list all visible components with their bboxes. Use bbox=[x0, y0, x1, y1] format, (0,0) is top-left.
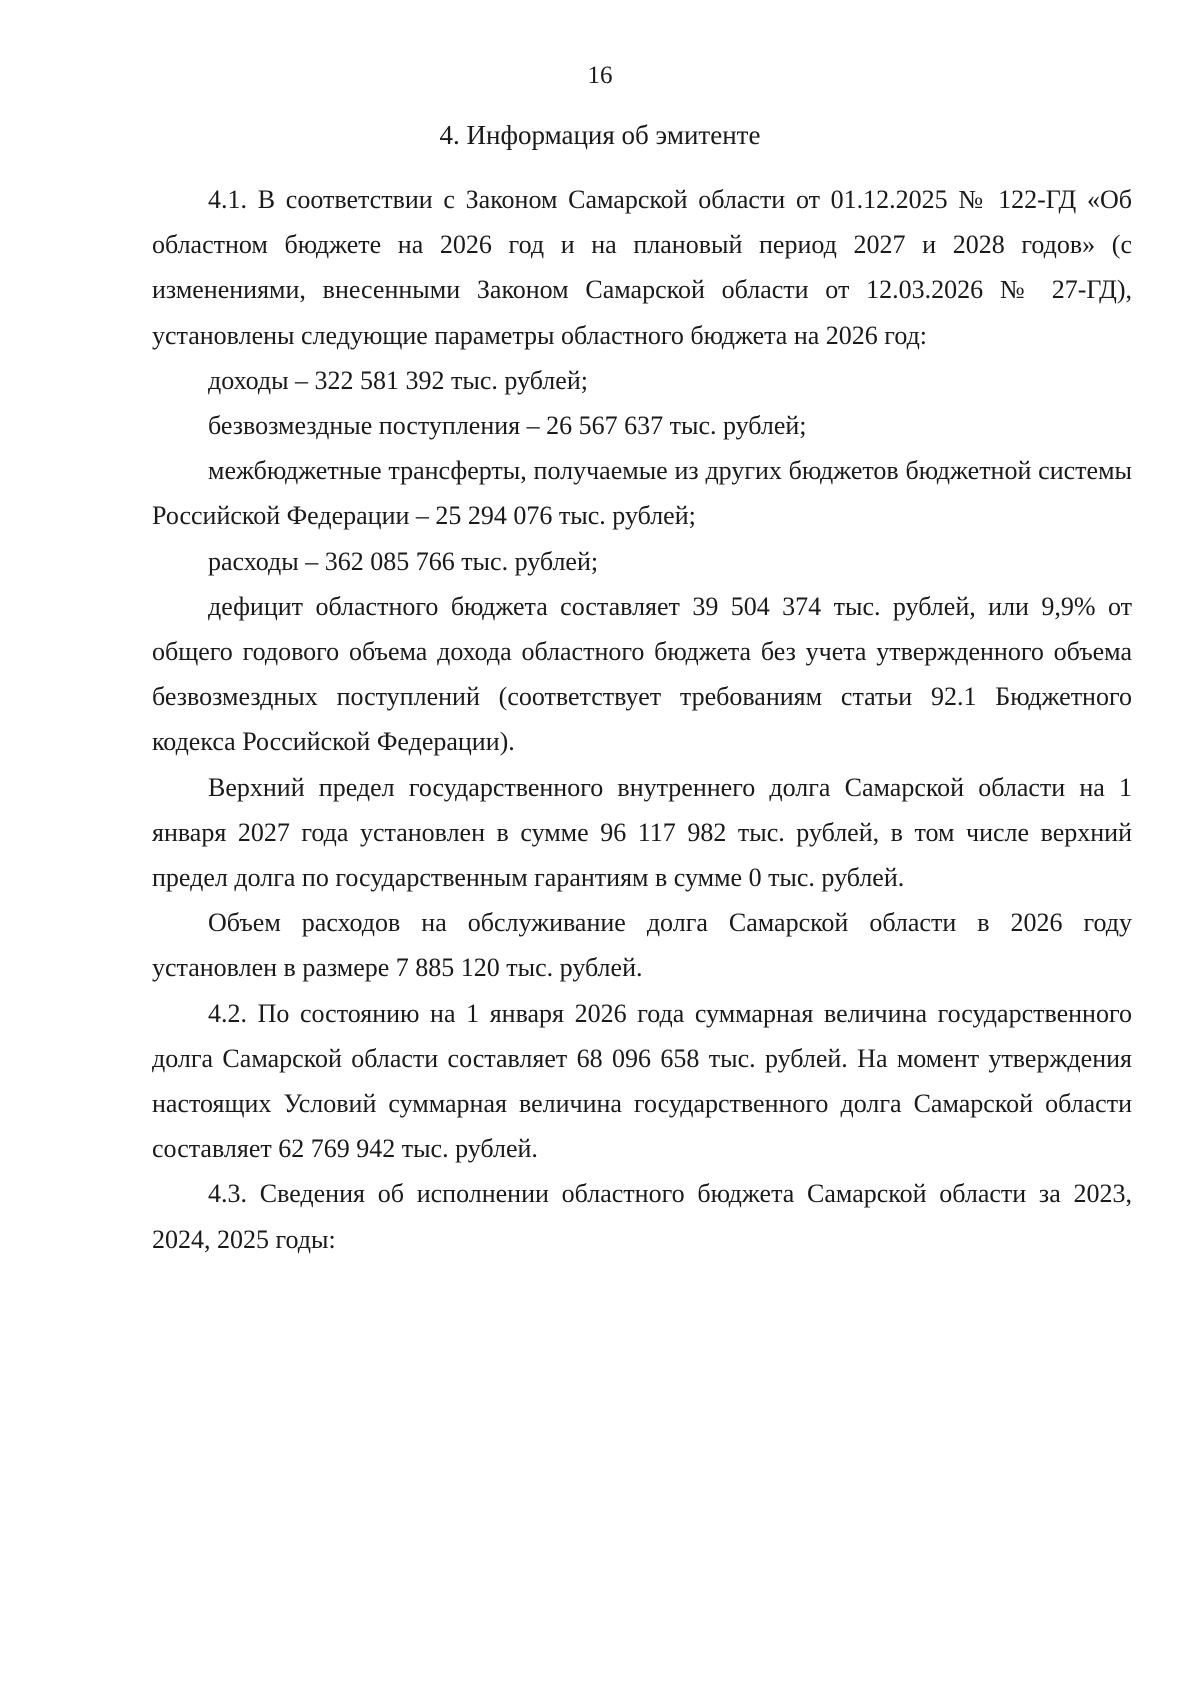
paragraph-debt-limit: Верхний предел государственного внутреннего долга Самарской области на 1 января 2027 года установлен в сумме 96 117 982 тыс. рублей, в том числе верхний предел долга по государственным гарантиям в сумме 0 тыс. рублей. bbox=[152, 772, 1132, 893]
paragraph-debt-service: Объем расходов на обслуживание долга Самарской области в 2026 году установлен в размере 7 885 120 тыс. рублей. bbox=[152, 908, 1132, 983]
paragraph-4-1: 4.1. В соответствии с Законом Самарской области от 01.12.2025 № 122-ГД «Об областном бюджете на 2026 год и на плановый период 2027 и 2028 годов» (с изменениями, внесенными Законом Самарской области от 12.03.2026 № 27-ГД), установлены следующие параметры областного бюджета на 2026 год: bbox=[152, 185, 1132, 350]
paragraph-4-3: 4.3. Сведения об исполнении областного бюджета Самарской области за 2023, 2024, 2025 годы: bbox=[152, 1179, 1132, 1254]
paragraph-4-2: 4.2. По состоянию на 1 января 2026 года суммарная величина государственного долга Самарской области составляет 68 096 658 тыс. рублей. На момент утверждения настоящих Условий суммарная величина государственного долга Самарской области составляет 62 769 942 тыс. рублей. bbox=[152, 998, 1132, 1164]
page-number: 16 bbox=[587, 62, 613, 89]
paragraph-income: доходы – 322 581 392 тыс. рублей; bbox=[208, 365, 588, 395]
section-heading: 4. Информация об эмитенте bbox=[439, 120, 761, 150]
document-body bbox=[152, 177, 1132, 1262]
paragraph-grants: безвозмездные поступления – 26 567 637 тыс. рублей; bbox=[208, 411, 807, 441]
paragraph-expenses: расходы – 362 085 766 тыс. рублей; bbox=[208, 546, 599, 576]
paragraph-transfers: межбюджетные трансферты, получаемые из других бюджетов бюджетной системы Российской Федерации – 25 294 076 тыс. рублей; bbox=[152, 456, 1132, 531]
paragraph-deficit: дефицит областного бюджета составляет 39 504 374 тыс. рублей, или 9,9% от общего годового объема дохода областного бюджета без учета утвержденного объема безвозмездных поступлений (соответствует требованиям статьи 92.1 Бюджетного кодекса Российской Федерации). bbox=[152, 591, 1132, 757]
